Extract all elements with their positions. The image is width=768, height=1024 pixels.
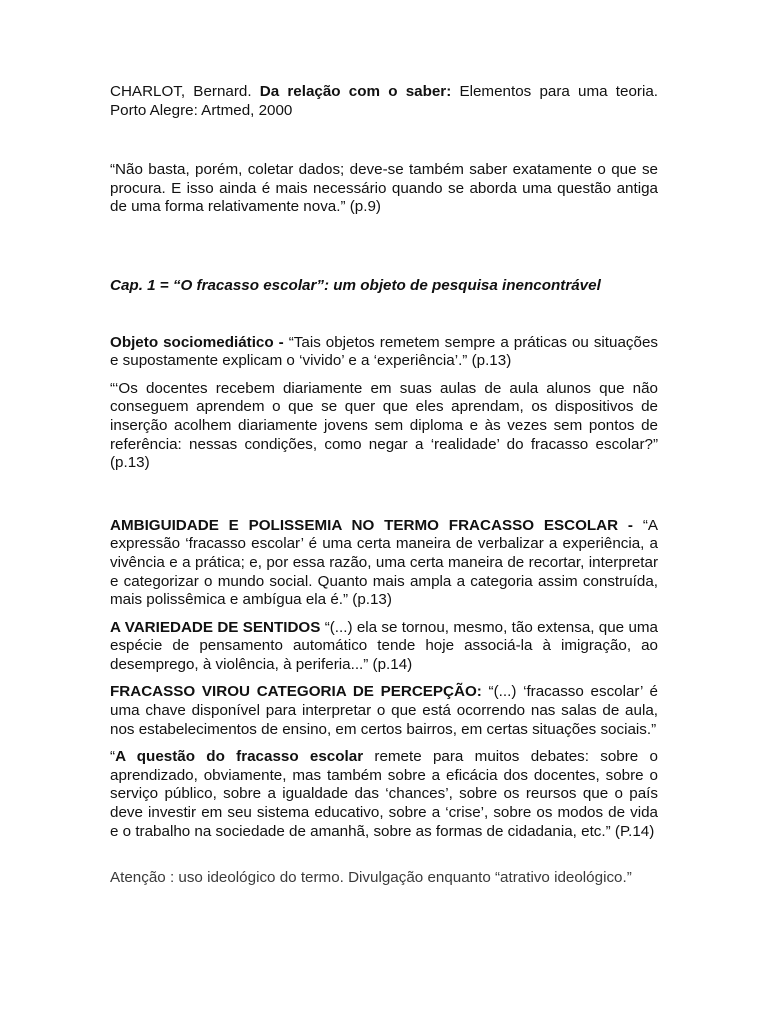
section-lead: FRACASSO VIROU CATEGORIA DE PERCEPÇÃO: bbox=[110, 683, 489, 701]
reference-author: CHARLOT, Bernard. bbox=[110, 83, 260, 100]
intro-quote: “Não basta, porém, coletar dados; deve-se também saber exatamente o que se procura. E isso ainda é mais necessário quando se aborda uma questão antiga de uma forma relativamente nova.” (p.9) bbox=[110, 161, 658, 216]
section-prefix: “ bbox=[110, 748, 116, 766]
section-questao-fracasso bbox=[110, 748, 658, 841]
section-lead: Objeto sociomediático - bbox=[110, 333, 289, 351]
section-ambiguidade bbox=[110, 517, 658, 610]
reference-title: Da relação com o saber: bbox=[259, 83, 452, 100]
section-lead: AMBIGUIDADE E POLISSEMIA NO TERMO FRACASSO ESCOLAR - bbox=[110, 516, 643, 534]
section-text: remete para muitos debates: sobre o aprendizado, obviamente, mas também sobre a eficácia dos docentes, sobre o serviço público, sobre a igualdade das ‘chances’, sobre os reursos que o país deve investir em seu sistema educativo, sobre a ‘crise’, sobre os modos de vida e o trabalho na sociedade de amanhã, sobre as formas de cidadania, etc.” (P.14) bbox=[110, 748, 658, 840]
bibliographic-reference bbox=[110, 83, 658, 120]
section-text: “Tais objetos remetem sempre a práticas ou situações e supostamente explicam o ‘vivido’ e a ‘experiência’.” (p.13) bbox=[110, 333, 658, 370]
section-lead: A questão do fracasso escolar bbox=[115, 748, 364, 766]
section-sociomediatic bbox=[110, 334, 658, 371]
section-text: “‘Os docentes recebem diariamente em suas aulas de aula alunos que não conseguem aprendem o que se quer que eles aprendam, os dispositivos de inserção acolhem diariamente jovens sem diploma e às vezes sem pontos de referência: nessas condições, como negar a ‘realidade’ do fracasso escolar?” (p.13) bbox=[110, 379, 658, 472]
reference-details: Elementos para uma teoria. Porto Alegre: Artmed, 2000 bbox=[110, 83, 658, 119]
section-text: “A expressão ‘fracasso escolar’ é uma certa maneira de verbalizar a experiência, a vivência e a prática; e, por essa razão, uma certa maneira de recortar, interpretar e categorizar o mundo social. Quanto mais ampla a categoria assim construída, mais polissêmica e ambígua ela é.” (p.13) bbox=[110, 516, 658, 609]
section-docentes-quote bbox=[110, 380, 658, 473]
section-variedade bbox=[110, 619, 658, 675]
final-note: Atenção : uso ideológico do termo. Divulgação enquanto “atrativo ideológico.” bbox=[110, 869, 632, 887]
section-lead: A VARIEDADE DE SENTIDOS bbox=[110, 618, 325, 636]
section-text: “(...) ‘fracasso escolar’ é uma chave disponível para interpretar o que está ocorrendo nas salas de aula, nos estabelecimentos de ensino, em certos bairros, em certas situações sociais.” bbox=[110, 683, 658, 738]
section-text: “(...) ela se tornou, mesmo, tão extensa, que uma espécie de pensamento automático tende hoje associá-la à imigração, ao desemprego, à violência, à periferia...” (p.14) bbox=[110, 618, 658, 673]
chapter-title: Cap. 1 = “O fracasso escolar”: um objeto de pesquisa inencontrável bbox=[110, 276, 601, 294]
section-categoria-percepcao bbox=[110, 683, 658, 739]
